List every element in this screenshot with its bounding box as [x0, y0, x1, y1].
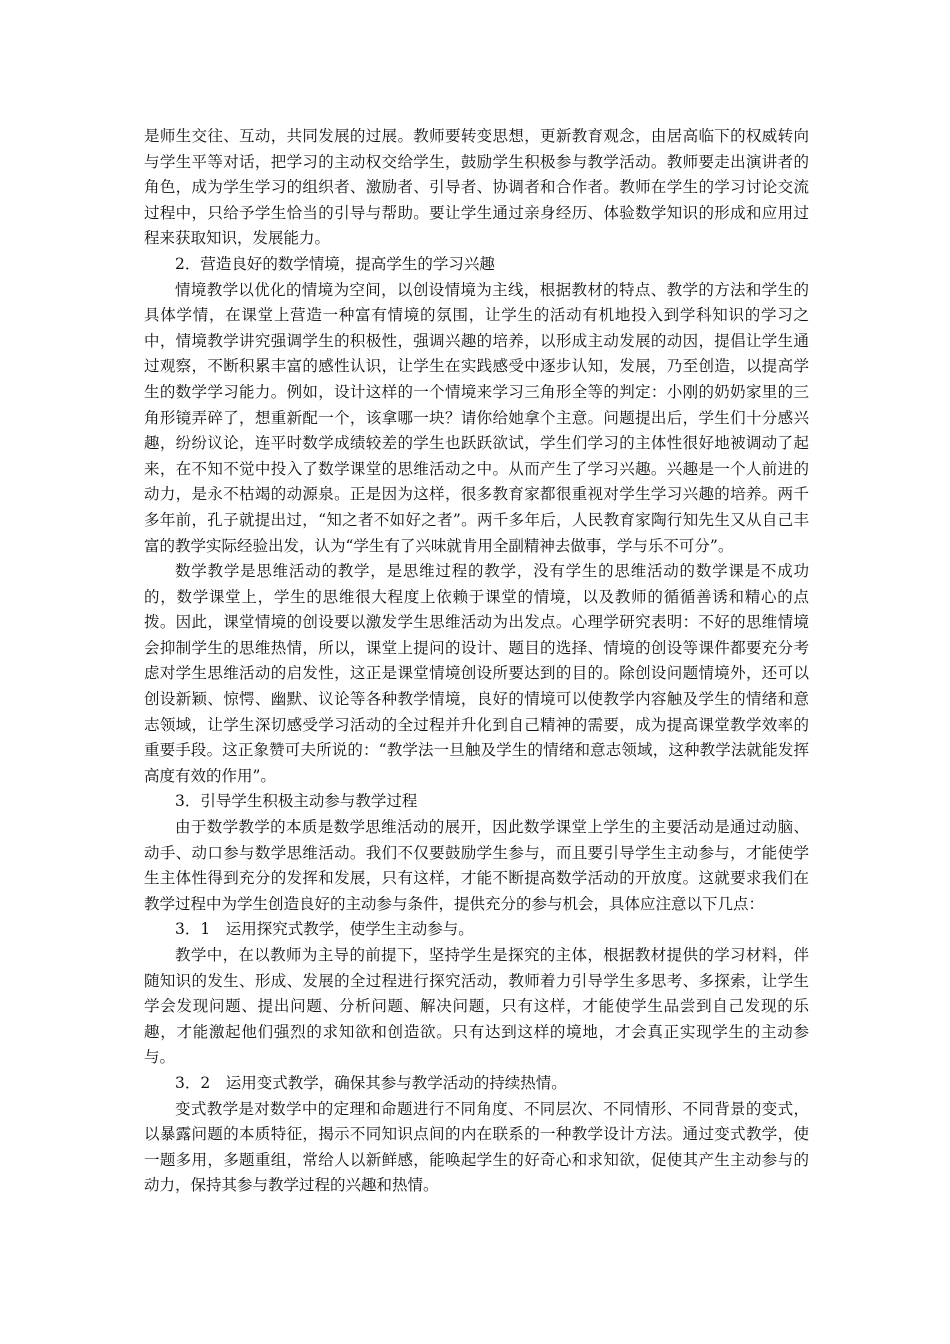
paragraph-inquiry-teaching: 教学中，在以教师为主导的前提下，坚持学生是探究的主体，根据教材提供的学习材料，伴随知识的发生、形成、发展的全过程进行探究活动，教师着力引导学生多思考、多探索，让学生学会发现问题、提出问题、分析问题、解决问题，只有这样，才能使学生品尝到自己发现的乐趣，才能激起他们强烈的求知欲和创造欲。只有达到这样的境地，才会真正实现学生的主动参与。 [144, 946, 809, 1067]
paragraph-continuation: 是师生交往、互动，共同发展的过展。教师要转变思想，更新教育观念，由居高临下的权威转向与学生平等对话，把学习的主动权交给学生，鼓励学生积极参与教学活动。教师要走出演讲者的角色，成为学生学习的组织者、激励者、引导者、协调者和合作者。教师在学生的学习讨论交流过程中，只给予学生恰当的引导与帮助。要让学生通过亲身经历、体验数学知识的形成和应用过程来获取知识，发展能力。 [144, 127, 809, 248]
paragraph-active-participation: 由于数学教学的本质是数学思维活动的展开，因此数学课堂上学生的主要活动是通过动脑、动手、动口参与数学思维活动。我们不仅要鼓励学生参与，而且要引导学生主动参与，才能使学生主体性得到充分的发挥和发展，只有这样，才能不断提高数学活动的开放度。这就要求我们在教学过程中为学生创造良好的主动参与条件，提供充分的参与机会，具体应注意以下几点： [144, 818, 809, 913]
paragraph-situational-teaching: 情境教学以优化的情境为空间，以创设情境为主线，根据教材的特点、教学的方法和学生的具体学情，在课堂上营造一种富有情境的氛围，让学生的活动有机地投入到学科知识的学习之中，情境教学讲究强调学生的积极性，强调兴趣的培养，以形成主动发展的动因，提倡让学生通过观察，不断积累丰富的感性认识，让学生在实践感受中逐步认知，发展，乃至创造，以提高学生的数学学习能力。例如，设计这样的一个情境来学习三角形全等的判定：小刚的奶奶家里的三角形镜弄碎了，想重新配一个，该拿哪一块？请你给她拿个主意。问题提出后，学生们十分感兴趣，纷纷议论，连平时数学成绩较差的学生也跃跃欲试，学生们学习的主体性很好地被调动了起来，在不知不觉中投入了数学课堂的思维活动之中。从而产生了学习兴趣。兴趣是一个人前进的动力，是永不枯竭的动源泉。正是因为这样，很多教育家都很重视对学生学习兴趣的培养。两千多年前，孔子就提出过，“知之者不如好之者”。两千多年后，人民教育家陶行知先生又从自己丰富的教学实际经验出发，认为“学生有了兴味就肯用全副精神去做事，学与乐不可分”。 [144, 280, 809, 555]
subsection-heading-3-1: 3．1 运用探究式教学，使学生主动参与。 [175, 920, 474, 939]
section-heading-2: 2．营造良好的数学情境，提高学生的学习兴趣 [175, 254, 495, 273]
subsection-heading-3-2: 3．2 运用变式教学，确保其参与教学活动的持续热情。 [175, 1073, 567, 1092]
document-body [144, 124, 809, 1199]
paragraph-thinking-activity: 数学教学是思维活动的教学，是思维过程的教学，没有学生的思维活动的数学课是不成功的，数学课堂上，学生的思维很大程度上依赖于课堂的情境，以及教师的循循善诱和精心的点拨。因此，课堂情境的创设要以激发学生思维活动为出发点。心理学研究表明：不好的思维情境会抑制学生的思维热情，所以，课堂上提问的设计、题目的选择、情境的创设等课件都要充分考虑对学生思维活动的启发性，这正是课堂情境创设所要达到的目的。除创设问题情境外，还可以创设新颖、惊愕、幽默、议论等各种教学情境，良好的情境可以使教学内容触及学生的情绪和意志领域，让学生深切感受学习活动的全过程并升化到自己精神的需要，成为提高课堂教学效率的重要手段。这正象赞可夫所说的：“教学法一旦触及学生的情绪和意志领域，这种教学法就能发挥高度有效的作用”。 [144, 562, 809, 785]
paragraph-variation-teaching: 变式教学是对数学中的定理和命题进行不同角度、不同层次、不同情形、不同背景的变式，以暴露问题的本质特征，揭示不同知识点间的内在联系的一种教学设计方法。通过变式教学，使一题多用，多题重组，常给人以新鲜感，能唤起学生的好奇心和求知欲，促使其产生主动参与的动力，保持其参与教学过程的兴趣和热情。 [144, 1099, 809, 1195]
section-heading-3: 3．引导学生积极主动参与教学过程 [175, 792, 418, 811]
